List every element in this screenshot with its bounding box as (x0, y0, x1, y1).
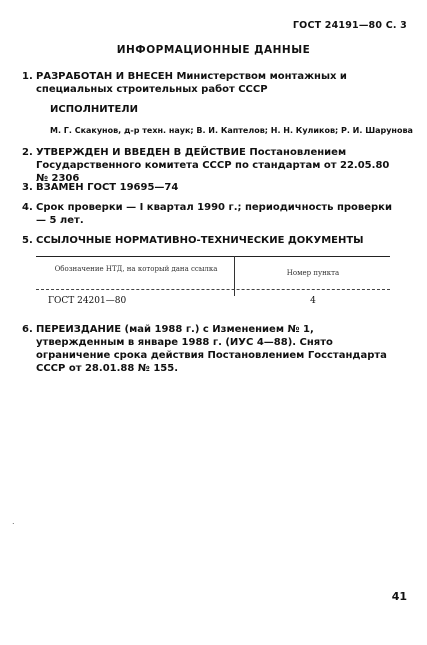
table-top-rule (36, 256, 390, 257)
page-header: ГОСТ 24191—80 С. 3 (292, 20, 407, 31)
info-item-2 (22, 146, 396, 185)
item-text: Срок проверки — I квартал 1990 г.; периодичность проверки — 5 лет. (36, 202, 392, 226)
table-column-divider (234, 256, 235, 296)
table-header-document: Обозначение НТД, на который дана ссылка (54, 265, 218, 273)
page-number: 41 (391, 590, 407, 603)
table-cell-document: ГОСТ 24201—80 (48, 296, 127, 306)
margin-mark: . (12, 517, 15, 526)
item-text: ССЫЛОЧНЫЕ НОРМАТИВНО-ТЕХНИЧЕСКИЕ ДОКУМЕНТЫ (36, 235, 364, 246)
item-number: 2. (22, 147, 33, 158)
table-header-rule (36, 289, 390, 290)
item-text: УТВЕРЖДЕН И ВВЕДЕН В ДЕЙСТВИЕ Постановлением Государственного комитета СССР по стандартам от 22.05.80 № 2306 (36, 147, 390, 184)
item-text: РАЗРАБОТАН И ВНЕСЕН Министерством монтажных и специальных строительных работ СССР (36, 71, 347, 95)
table-header-clause: Номер пункта (286, 269, 340, 277)
item-number: 3. (22, 182, 33, 193)
item-number: 1. (22, 71, 33, 82)
table-cell-clause: 4 (310, 296, 316, 306)
item-number: 5. (22, 235, 33, 246)
item-text: ПЕРЕИЗДАНИЕ (май 1988 г.) с Изменением № 1, утвержденным в январе 1988 г. (ИУС 4—88). Снято ограничение срока действия Постановлением Госстандарта СССР от 28.01.88 № 155. (36, 324, 387, 374)
info-item-1 (22, 70, 396, 96)
item-number: 4. (22, 202, 33, 213)
info-item-6 (22, 323, 396, 375)
item-number: 6. (22, 324, 33, 335)
executors-heading: ИСПОЛНИТЕЛИ (50, 104, 138, 115)
references-table (36, 256, 390, 311)
info-item-5 (22, 234, 396, 247)
executors-list: М. Г. Скакунов, д-р техн. наук; В. И. Каптелов; Н. Н. Куликов; Р. И. Шарунова (50, 126, 413, 135)
info-item-3 (22, 181, 396, 194)
info-item-4 (22, 201, 396, 227)
item-text: ВЗАМЕН ГОСТ 19695—74 (36, 182, 179, 193)
page-title: ИНФОРМАЦИОННЫЕ ДАННЫЕ (116, 44, 311, 56)
